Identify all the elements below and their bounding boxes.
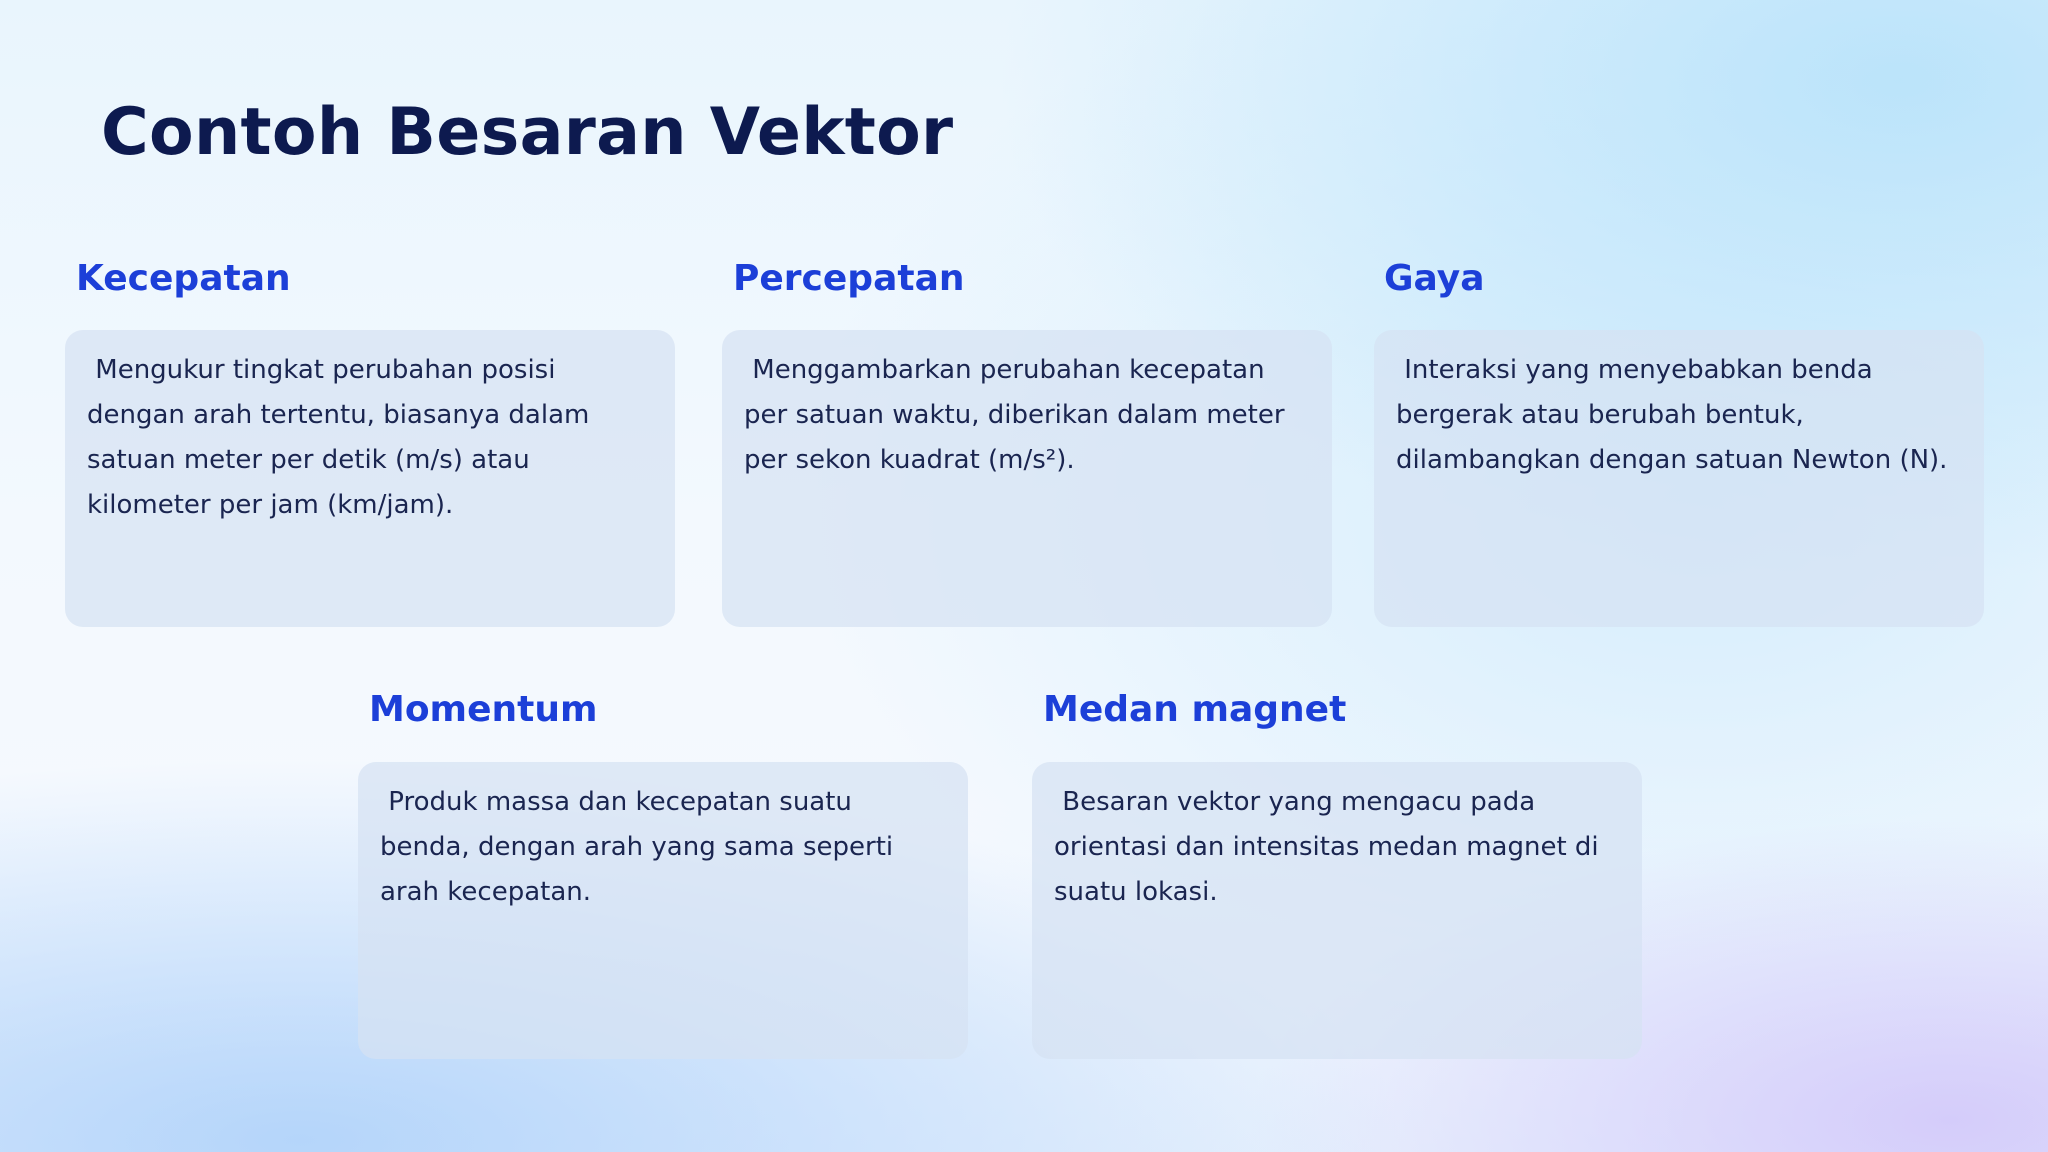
- slide-title: Contoh Besaran Vektor: [101, 95, 954, 170]
- card-gaya: [1374, 330, 1984, 627]
- card-text-momentum: Produk massa dan kecepatan suatu benda, dengan arah yang sama seperti arah kecepatan.: [380, 787, 902, 907]
- card-text-medan-magnet: Besaran vektor yang mengacu pada orientasi dan intensitas medan magnet di suatu lokasi.: [1054, 787, 1607, 907]
- card-text-gaya: Interaksi yang menyebabkan benda bergerak atau berubah bentuk, dilambangkan dengan satuan Newton (N).: [1396, 355, 1948, 475]
- card-text-kecepatan: Mengukur tingkat perubahan posisi dengan arah tertentu, biasanya dalam satuan meter per detik (m/s) atau kilometer per jam (km/jam).: [87, 355, 598, 520]
- card-kecepatan: [65, 330, 675, 627]
- card-heading-gaya: Gaya: [1384, 258, 1485, 299]
- card-heading-kecepatan: Kecepatan: [76, 258, 291, 299]
- card-momentum: [358, 762, 968, 1059]
- card-percepatan: [722, 330, 1332, 627]
- card-text-percepatan: Menggambarkan perubahan kecepatan per satuan waktu, diberikan dalam meter per sekon kuadrat (m/s²).: [744, 355, 1293, 475]
- card-medan-magnet: [1032, 762, 1642, 1059]
- card-heading-medan-magnet: Medan magnet: [1043, 689, 1347, 730]
- card-heading-momentum: Momentum: [369, 689, 598, 730]
- card-heading-percepatan: Percepatan: [733, 258, 965, 299]
